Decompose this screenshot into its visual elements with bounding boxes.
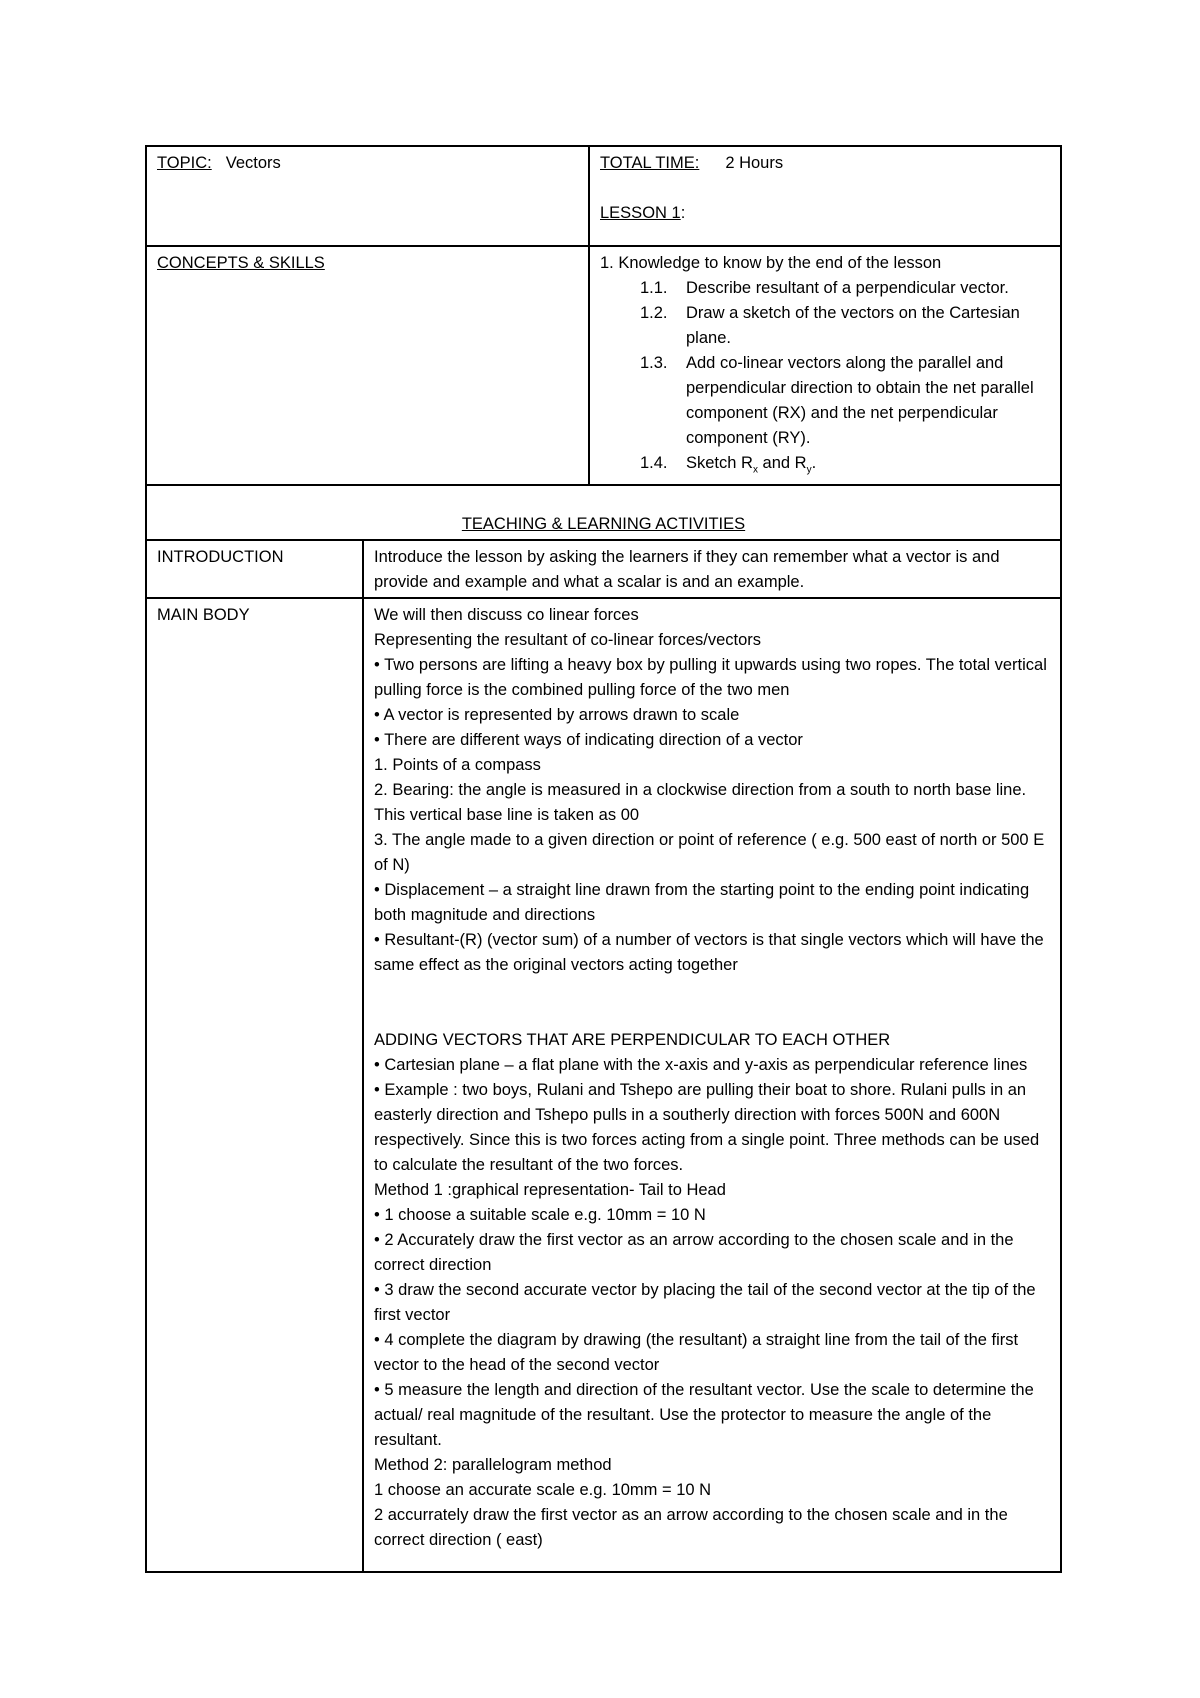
concepts-label-cell [146,246,589,485]
spacer [374,978,1050,1028]
introduction-row [146,540,1061,598]
subscript-x: x [752,464,758,476]
item-number: 1.4. [640,454,668,472]
main-body-content-cell [363,598,1061,1572]
concepts-label: CONCEPTS & SKILLS [157,254,325,272]
item-text: Sketch R [686,454,753,472]
body-line: 3. The angle made to a given direction or point of reference ( e.g. 500 east of north or 500 E of N) [374,831,1045,875]
concepts-content-cell [589,246,1061,485]
body-line: 1 choose an accurate scale e.g. 10mm = 10 N [374,1481,712,1500]
concepts-intro: 1. Knowledge to know by the end of the lesson [600,254,942,272]
introduction-label: INTRODUCTION [157,548,284,567]
item-number: 1.2. [640,304,668,322]
lesson-colon: : [680,204,686,222]
main-body-part2 [374,1028,1050,1553]
time-cell [589,146,1061,246]
topic-label: TOPIC: [157,154,212,172]
topic-cell [146,146,589,246]
body-line: • 3 draw the second accurate vector by placing the tail of the second vector at the tip of the first vector [374,1281,1036,1325]
item-text: . [811,454,817,472]
body-line: 2 accurrately draw the first vector as an arrow according to the chosen scale and in the correct direction ( east) [374,1506,1008,1550]
body-line: • There are different ways of indicating direction of a vector [374,731,803,750]
body-line: • Example : two boys, Rulani and Tshepo are pulling their boat to shore. Rulani pulls in an easterly direction and Tshepo pulls in a southerly direction with forces 500N and 600N respectively. Since this is two forces acting from a single point. Three methods can be used to calculate the resultant of the two forces. [374,1081,1040,1175]
main-body-label: MAIN BODY [157,606,250,625]
concepts-row [146,246,1061,485]
activities-heading: TEACHING & LEARNING ACTIVITIES [461,515,746,534]
body-line: • 1 choose a suitable scale e.g. 10mm = 10 N [374,1206,706,1225]
lesson-plan-table [145,145,1062,1573]
body-line: • 5 measure the length and direction of the resultant vector. Use the scale to determine the actual/ real magnitude of the resultant. Use the protector to measure the angle of the resultant. [374,1381,1034,1450]
concepts-item [640,301,1050,351]
body-line: Method 1 :graphical representation- Tail to Head [374,1181,726,1200]
concepts-item [640,351,1050,451]
total-time-label: TOTAL TIME: [600,154,700,172]
body-line: • Resultant-(R) (vector sum) of a number of vectors is that single vectors which will have the same effect as the original vectors acting together [374,931,1044,975]
item-text: Add co-linear vectors along the parallel and perpendicular direction to obtain the net parallel component (RX) and the net perpendicular component (RY). [686,354,1034,447]
body-line: • A vector is represented by arrows drawn to scale [374,706,740,725]
topic-value: Vectors [225,154,281,172]
main-body-label-cell [146,598,363,1572]
activities-heading-row [146,485,1061,540]
body-line: Representing the resultant of co-linear forces/vectors [374,631,762,650]
body-line: • Cartesian plane – a flat plane with the x-axis and y-axis as perpendicular reference lines [374,1056,1028,1075]
main-body-part1 [374,603,1050,978]
lesson-plan-page [145,145,1060,1573]
concepts-list [600,276,1050,482]
main-body-row [146,598,1061,1572]
concepts-item [640,451,1050,482]
body-line: • Displacement – a straight line drawn from the starting point to the ending point indicating both magnitude and directions [374,881,1030,925]
body-line: We will then discuss co linear forces [374,606,639,625]
body-line: • 4 complete the diagram by drawing (the resultant) a straight line from the tail of the first vector to the head of the second vector [374,1331,1019,1375]
lesson-label: LESSON 1 [600,204,681,222]
body-line: Method 2: parallelogram method [374,1456,612,1475]
activities-heading-cell [146,485,1061,540]
header-row [146,146,1061,246]
total-time-value: 2 Hours [725,154,784,172]
item-number: 1.1. [640,279,668,297]
item-text: and R [757,454,807,472]
body-line: 1. Points of a compass [374,756,541,775]
introduction-content-cell [363,540,1061,598]
body-line: • Two persons are lifting a heavy box by pulling it upwards using two ropes. The total vertical pulling force is the combined pulling force of the two men [374,656,1047,700]
body-line: ADDING VECTORS THAT ARE PERPENDICULAR TO EACH OTHER [374,1031,891,1050]
body-line: • 2 Accurately draw the first vector as an arrow according to the chosen scale and in the correct direction [374,1231,1014,1275]
item-text: Draw a sketch of the vectors on the Cartesian plane. [686,304,1020,347]
concepts-item [640,276,1050,301]
item-text: Describe resultant of a perpendicular vector. [686,279,1009,297]
introduction-label-cell [146,540,363,598]
introduction-text: Introduce the lesson by asking the learners if they can remember what a vector is and provide and example and what a scalar is and an example. [374,548,1000,592]
subscript-y: y [806,464,812,476]
body-line: 2. Bearing: the angle is measured in a clockwise direction from a south to north base line. This vertical base line is taken as 00 [374,781,1027,825]
item-number: 1.3. [640,354,668,372]
